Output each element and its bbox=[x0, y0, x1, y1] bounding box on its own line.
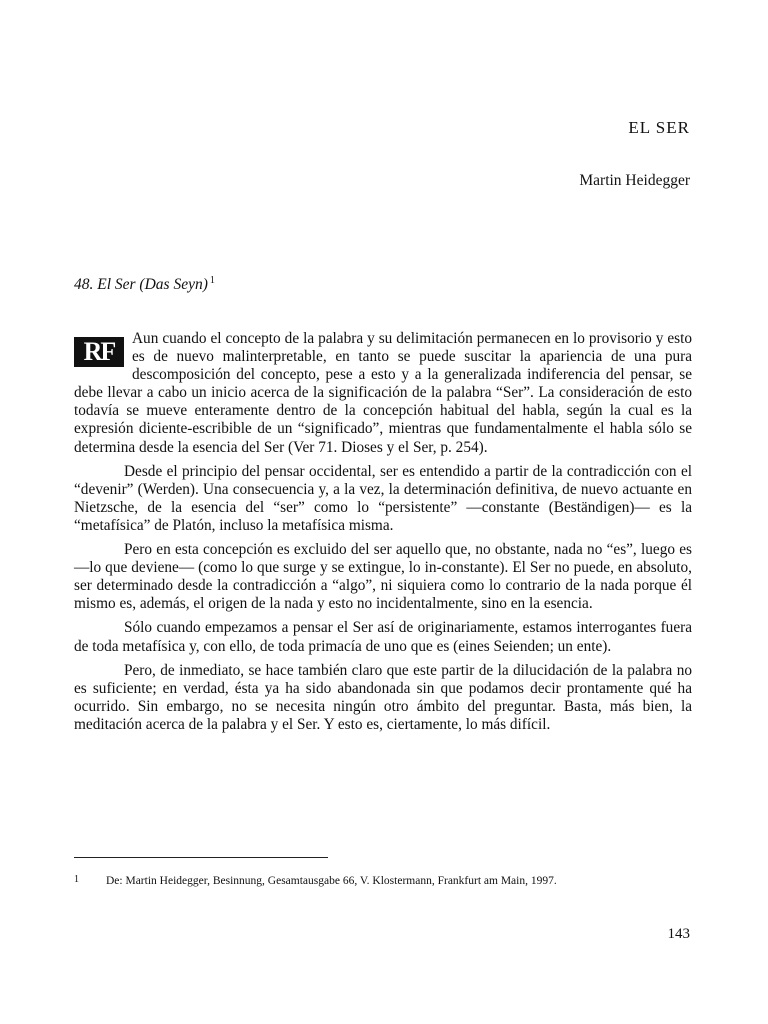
footnote bbox=[74, 874, 692, 889]
paragraph-3: Pero en esta concepción es excluido del ser aquello que, no obstante, nada no “es”, luego es —lo que deviene— (como lo que surge y se extingue, lo in-constante). El Ser no puede, en absoluto, ser determinado desde la contradicción a “algo”, ni siquiera como lo contrario de la nada porque él mismo es, además, el origen de la nada y esto no incidentalmente, sino en la esencia. bbox=[74, 541, 692, 613]
footnote-mark: 1 bbox=[74, 874, 79, 885]
section-heading bbox=[74, 275, 215, 294]
author-name: Martin Heidegger bbox=[579, 172, 690, 189]
footnote-divider bbox=[74, 857, 328, 858]
paragraph-1 bbox=[74, 330, 692, 457]
footnote-reference: 1 bbox=[209, 275, 215, 286]
paragraph-4: Sólo cuando empezamos a pensar el Ser así de originariamente, estamos interrogantes fuera de toda metafísica y, con ello, de toda primacía de uno que es (eines Seienden; un ente). bbox=[74, 619, 692, 655]
paragraph-5: Pero, de inmediato, se hace también claro que este partir de la dilucidación de la palabra no es suficiente; en verdad, ésta ya ha sido abandonada sin que podamos decir prontamente qué ha ocurrido. Sin embargo, no se necesita ningún otro ámbito del preguntar. Basta, más bien, la meditación acerca de la palabra y el Ser. Y esto es, ciertamente, lo más difícil. bbox=[74, 661, 692, 733]
essay-title: EL SER bbox=[628, 118, 690, 137]
page-number: 143 bbox=[667, 926, 690, 942]
paragraph-1-text: Aun cuando el concepto de la palabra y su delimitación permanecen en lo provisorio y esto es de nuevo malinterpretable, en tanto se puede suscitar la apariencia de una pura descomposición del concepto, pese a esto y a la generalizada indiferencia del pensar, se debe llevar a cabo un inicio acerca de la significación de la palabra “Ser”. La consideración de esto todavía se mueve enteramente dentro de la concepción habitual del habla, según la cual es la expresión diciente-escribible de un “significado”, mientras que fundamentalmente el habla sólo se determina desde la esencia del Ser (Ver 71. Dioses y el Ser, p. 254). bbox=[74, 330, 692, 456]
body-text bbox=[74, 330, 692, 740]
paragraph-2: Desde el principio del pensar occidental, ser es entendido a partir de la contradicción con el “devenir” (Werden). Una consecuencia y, a la vez, la determinación definitiva, de nuevo actuante en Nietzsche, de la esencia del “ser” como lo “persistente” —constante (Beständigen)— es la “metafísica” de Platón, incluso la metafísica misma. bbox=[74, 462, 692, 534]
drop-cap-logo: RF bbox=[74, 337, 124, 367]
section-heading-text: 48. El Ser (Das Seyn) bbox=[74, 276, 208, 293]
footnote-text: De: Martin Heidegger, Besinnung, Gesamtausgabe 66, V. Klostermann, Frankfurt am Main, 1997. bbox=[106, 875, 557, 887]
